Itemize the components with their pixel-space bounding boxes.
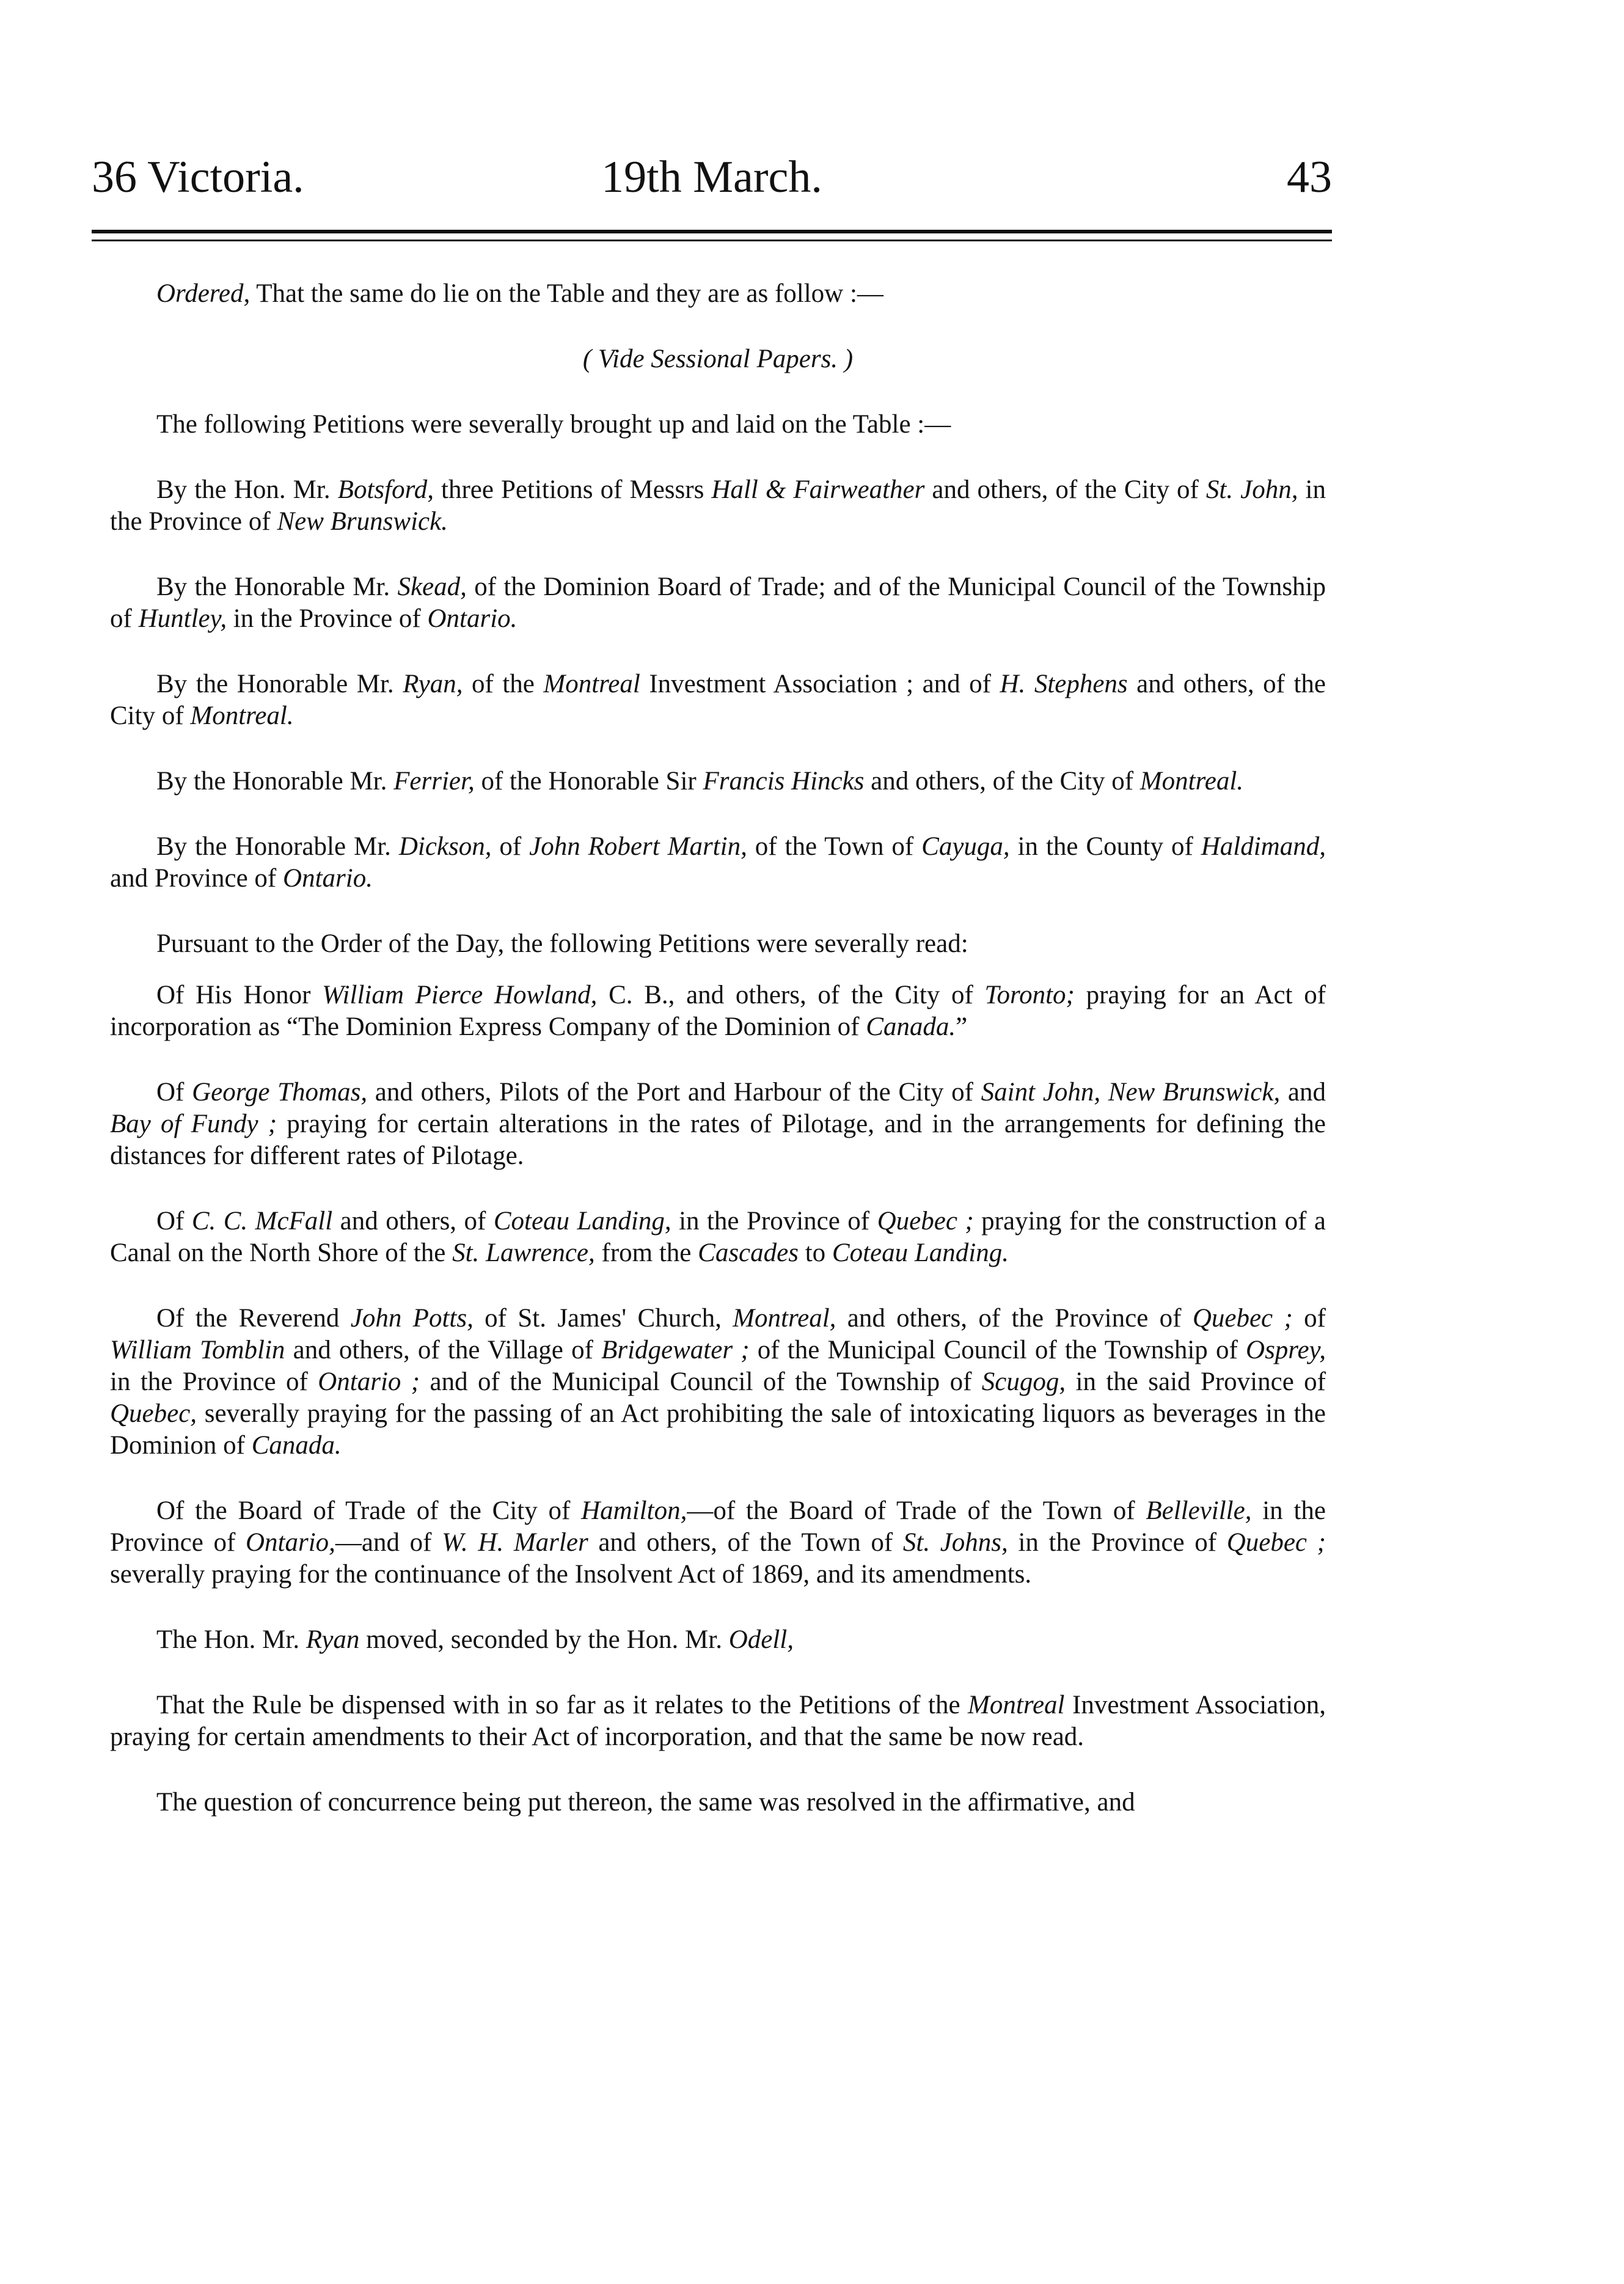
italic-run: Belleville,: [1146, 1496, 1252, 1525]
paragraph: [110, 668, 1326, 732]
italic-run: St. John,: [1205, 475, 1298, 504]
journal-body: [110, 278, 1326, 1852]
italic-run: Botsford,: [337, 475, 434, 504]
text-run: three Petitions of Messrs: [433, 475, 712, 504]
text-run: of the: [463, 670, 544, 698]
text-run: By the Honorable Mr.: [156, 767, 394, 796]
text-run: and others, of the Province of: [836, 1304, 1193, 1333]
header-rule-thin: [92, 240, 1332, 241]
paragraph: [110, 571, 1326, 635]
text-run: That the Rule be dispensed with in so far as it relates to the Petitions of the: [156, 1691, 968, 1719]
text-run: and of the Municipal Council of the Township of: [420, 1367, 982, 1396]
text-run: Of the Reverend: [156, 1304, 351, 1333]
italic-run: John Potts,: [350, 1304, 474, 1333]
running-head: [92, 152, 1332, 207]
text-run: praying for the construction of a Canal on the North Shore of the: [110, 1207, 1326, 1267]
text-run: Of: [156, 1207, 192, 1235]
text-run: —and of: [335, 1528, 442, 1557]
italic-run: W. H. Marler: [442, 1528, 588, 1557]
italic-run: Quebec ;: [1192, 1304, 1293, 1333]
italic-run: Ontario,: [245, 1528, 335, 1557]
italic-run: Ordered,: [156, 279, 251, 308]
text-run: of: [1292, 1304, 1326, 1333]
text-run: Pursuant to the Order of the Day, the following Petitions were severally read:: [156, 929, 968, 958]
text-run: severally praying for the continuance of the Insolvent Act of 1869, and its amendments.: [110, 1560, 1032, 1589]
italic-run: William Pierce Howland,: [322, 981, 598, 1009]
header-rule-thick: [92, 230, 1332, 233]
italic-run: Ontario.: [283, 864, 373, 893]
paragraph: [110, 409, 1326, 441]
italic-run: Ferrier,: [393, 767, 475, 796]
paragraph: [110, 474, 1326, 538]
italic-run: Quebec ;: [1226, 1528, 1326, 1557]
italic-run: H. Stephens: [1000, 670, 1128, 698]
paragraph: [110, 1624, 1326, 1656]
text-run: and others, Pilots of the Port and Harbour of the City of: [367, 1078, 981, 1107]
italic-run: New Brunswick.: [277, 507, 448, 536]
italic-run: Toronto;: [984, 981, 1075, 1009]
italic-run: Bay of Fundy ;: [110, 1110, 277, 1138]
italic-run: Hamilton,: [581, 1496, 687, 1525]
text-run: and others, of the Village of: [285, 1336, 602, 1364]
paragraph: [110, 831, 1326, 895]
text-run: Of the Board of Trade of the City of: [156, 1496, 582, 1525]
text-run: in the said Province of: [1066, 1367, 1326, 1396]
paragraph: [110, 1787, 1326, 1818]
paragraph: [110, 928, 1326, 960]
italic-run: Montreal: [968, 1691, 1065, 1719]
paragraph: [110, 1303, 1326, 1462]
italic-run: Scugog,: [981, 1367, 1066, 1396]
italic-run: Montreal: [543, 670, 640, 698]
text-run: Of: [156, 1078, 192, 1107]
text-run: —of the Board of Trade of the Town of: [687, 1496, 1146, 1525]
text-run: By the Honorable Mr.: [156, 670, 403, 698]
paragraph: [110, 343, 1326, 375]
text-run: in the Province of: [110, 1496, 1326, 1557]
text-run: and others, of the City of: [924, 475, 1206, 504]
text-run: praying for certain alterations in the rates of Pilotage, and in the arrangements for defining the distances for different rates of Pilotage.: [110, 1110, 1326, 1170]
paragraph: [110, 278, 1326, 310]
text-run: in the County of: [1009, 832, 1201, 861]
italic-run: Hall & Fairweather: [711, 475, 925, 504]
italic-run: Odell,: [728, 1625, 794, 1654]
text-run: By the Honorable Mr.: [156, 832, 399, 861]
page-number: 43: [1287, 152, 1332, 202]
text-run: of the Dominion Board of Trade; and of the Municipal Council of the Township of: [110, 573, 1326, 633]
italic-run: Ontario.: [427, 604, 518, 633]
italic-run: Bridgewater ;: [601, 1336, 750, 1364]
italic-run: Osprey,: [1246, 1336, 1326, 1364]
paragraph: [110, 1206, 1326, 1269]
text-run: and: [1280, 1078, 1326, 1107]
paragraph: [110, 979, 1326, 1043]
italic-run: Saint John, New Brunswick,: [981, 1078, 1281, 1107]
italic-run: Ryan,: [403, 670, 463, 698]
italic-run: Francis Hincks: [703, 767, 865, 796]
italic-run: George Thomas,: [192, 1078, 368, 1107]
text-run: praying for an Act of incorporation as “The Dominion Express Company of the Dominion of: [110, 981, 1326, 1041]
italic-run: Quebec,: [110, 1399, 197, 1428]
italic-run: Coteau Landing,: [493, 1207, 671, 1235]
paragraph: [110, 1689, 1326, 1753]
text-run: to: [798, 1239, 832, 1267]
italic-run: Montreal.: [190, 701, 294, 730]
italic-run: St. Johns,: [902, 1528, 1008, 1557]
italic-run: Montreal,: [733, 1304, 836, 1333]
text-run: and Province of: [110, 864, 283, 893]
text-run: of St. James' Church,: [473, 1304, 733, 1333]
text-run: By the Hon. Mr.: [156, 475, 338, 504]
text-run: in the Province of: [227, 604, 428, 633]
text-run: moved, seconded by the Hon. Mr.: [359, 1625, 729, 1654]
text-run: The question of concurrence being put thereon, the same was resolved in the affirmative, and: [156, 1788, 1135, 1817]
text-run: and others, of the City of: [110, 670, 1326, 730]
text-run: The following Petitions were severally brought up and laid on the Table :—: [156, 410, 951, 439]
text-run: of the Municipal Council of the Township of: [749, 1336, 1246, 1364]
italic-run: Dickson,: [398, 832, 492, 861]
text-run: in the Province of: [1008, 1528, 1227, 1557]
italic-run: Ryan: [305, 1625, 360, 1654]
italic-run: Skead,: [397, 573, 467, 601]
italic-run: William Tomblin: [110, 1336, 285, 1364]
text-run: severally praying for the passing of an Act prohibiting the sale of intoxicating liquors as beverages in the Dominion of: [110, 1399, 1326, 1460]
session-label: 36 Victoria.: [92, 152, 304, 202]
text-run: Investment Association ; and of: [640, 670, 1000, 698]
text-run: ”: [956, 1012, 968, 1041]
text-run: and others, of the City of: [864, 767, 1140, 796]
italic-run: St. Lawrence,: [452, 1239, 595, 1267]
text-run: in the Province of: [110, 475, 1326, 536]
italic-run: Haldimand,: [1201, 832, 1326, 861]
paragraph: [110, 1495, 1326, 1590]
italic-run: C. C. McFall: [191, 1207, 333, 1235]
text-run: in the Province of: [671, 1207, 877, 1235]
italic-run: Cayuga,: [921, 832, 1010, 861]
italic-run: Cascades: [698, 1239, 799, 1267]
text-run: By the Honorable Mr.: [156, 573, 398, 601]
italic-run: Montreal.: [1139, 767, 1244, 796]
text-run: of the Honorable Sir: [474, 767, 703, 796]
italic-run: Canada.: [251, 1431, 342, 1460]
text-run: from the: [594, 1239, 698, 1267]
italic-run: Huntley,: [138, 604, 227, 633]
italic-run: Ontario ;: [318, 1367, 420, 1396]
date-heading: 19th March.: [601, 152, 822, 202]
paragraph: [110, 1077, 1326, 1172]
text-run: Investment Association, praying for certain amendments to their Act of incorporation, and that the same be now read.: [110, 1691, 1326, 1751]
italic-run: Coteau Landing.: [832, 1239, 1009, 1267]
text-run: Of His Honor: [156, 981, 323, 1009]
text-run: and others, of the Town of: [588, 1528, 903, 1557]
text-run: C. B., and others, of the City of: [597, 981, 985, 1009]
italic-run: John Robert Martin,: [529, 832, 747, 861]
text-run: That the same do lie on the Table and they are as follow :—: [250, 279, 883, 308]
italic-run: ( Vide Sessional Papers. ): [582, 345, 854, 373]
text-run: and others, of: [332, 1207, 494, 1235]
text-run: of the Town of: [747, 832, 922, 861]
text-run: in the Province of: [110, 1367, 318, 1396]
text-run: of: [491, 832, 530, 861]
italic-run: Quebec ;: [877, 1207, 974, 1235]
text-run: The Hon. Mr.: [156, 1625, 306, 1654]
paragraph: [110, 766, 1326, 797]
italic-run: Canada.: [866, 1012, 956, 1041]
